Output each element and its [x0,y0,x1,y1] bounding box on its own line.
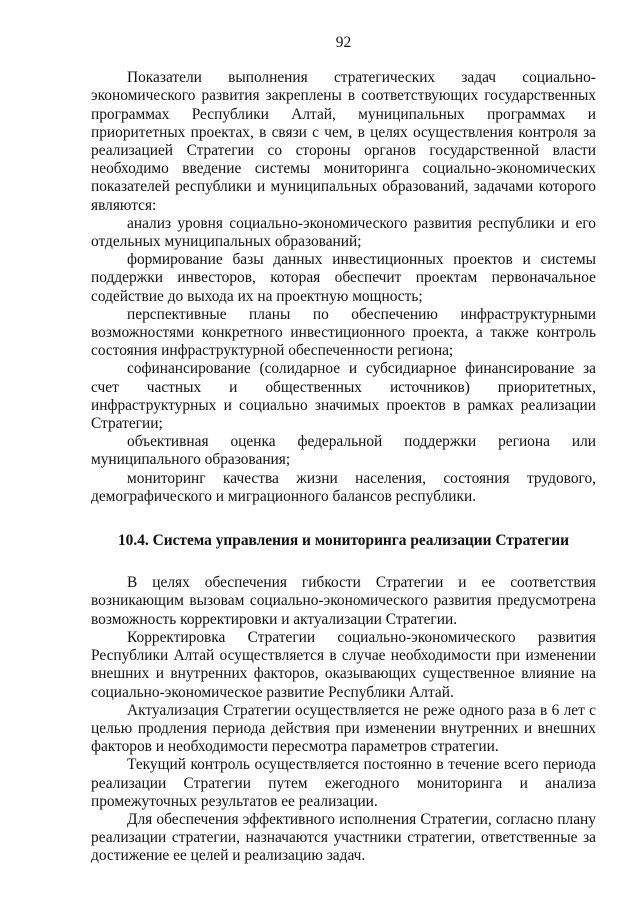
list-item: анализ уровня социально-экономического развития республики и его отдельных муниципальных образований; [91,214,596,251]
paragraph: В целях обеспечения гибкости Стратегии и ее соответствия возникающим вызовам социально-экономического развития предусмотрена возможность корректировки и актуализации Стратегии. [91,574,596,628]
list-item: объективная оценка федеральной поддержки региона или муниципального образования; [91,433,596,469]
paragraph: Корректировка Стратегии социально-экономического развития Республики Алтай осуществляется в случае необходимости при изменении внешних и внутренних факторов, оказывающих существенное влияние на социально-экономическое развитие Республики Алтай. [91,628,596,701]
paragraph: Актуализация Стратегии осуществляется не реже одного раза в 6 лет с целью продления периода действия при изменении внутренних и внешних факторов и необходимости пересмотра параметров стратегии. [91,701,596,756]
intro-section [91,69,596,506]
list-item: мониторинг качества жизни населения, состояния трудового, демографического и миграционного балансов республики. [91,469,596,505]
paragraph: Для обеспечения эффективного исполнения Стратегии, согласно плану реализации стратегии, назначаются участники стратегии, ответственные за достижение ее целей и реализацию задач. [91,810,596,865]
list-item: перспективные планы по обеспечению инфраструктурными возможностями конкретного инвестиционного проекта, а также контроль состояния инфраструктурной обеспеченности региона; [91,305,596,360]
list-item: формирование базы данных инвестиционных проектов и системы поддержки инвесторов, которая обеспечит проектам первоначальное содействие до выхода их на проектную мощность; [91,251,596,305]
list-item: софинансирование (солидарное и субсидиарное финансирование за счет частных и общественных источников) приоритетных, инфраструктурных и социально значимых проектов в рамках реализации Стратегии; [91,360,596,433]
section-heading: 10.4. Система управления и мониторинга реализации Стратегии [117,532,570,550]
section-body [91,574,596,865]
paragraph: Показатели выполнения стратегических задач социально-экономического развития закреплены в соответствующих государственных программах Республики Алтай, муниципальных программах и приоритетных проектах, в связи с чем, в целях осуществления контроля за реализацией Стратегии со стороны органов государственной власти необходимо введение системы мониторинга социально-экономических показателей республики и муниципальных образований, задачами которого являются: [91,69,596,214]
document-page [91,34,596,866]
paragraph: Текущий контроль осуществляется постоянно в течение всего периода реализации Стратегии путем ежегодного мониторинга и анализа промежуточных результатов ее реализации. [91,756,596,810]
page-number: 92 [335,34,352,51]
